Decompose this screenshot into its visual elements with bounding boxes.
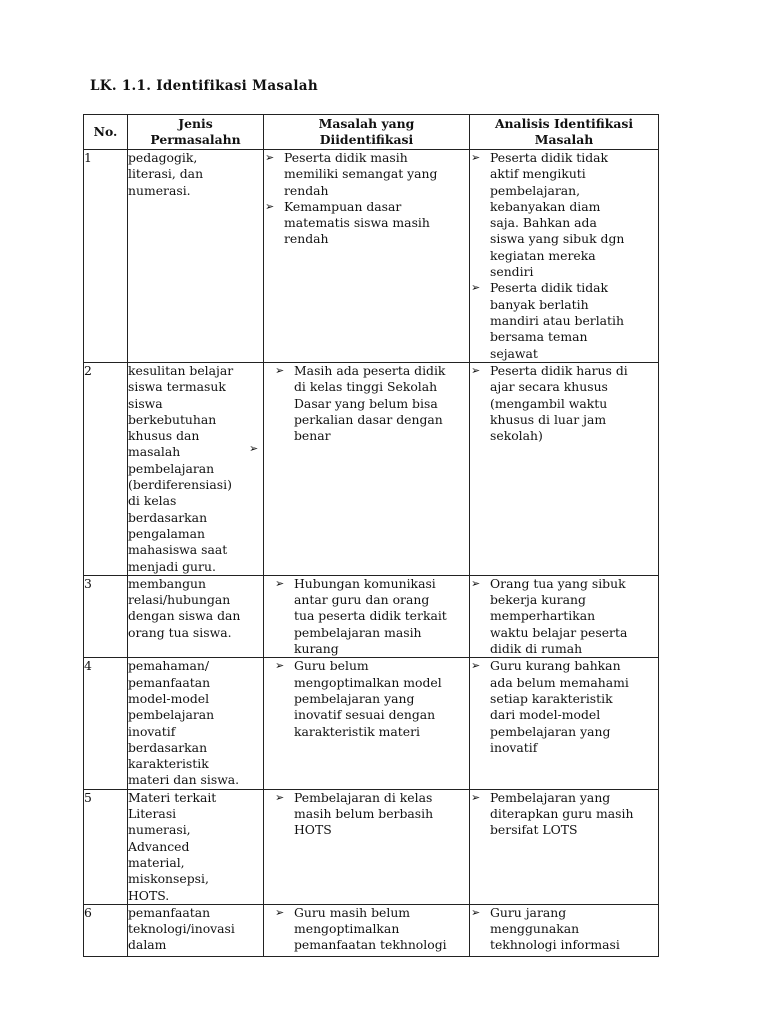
table-header-row — [84, 115, 659, 150]
analisis-line: mandiri atau berlatih — [490, 312, 624, 328]
analisis-cell — [470, 658, 659, 789]
analisis-line: diterapkan guru masih — [490, 806, 634, 822]
jenis-line: teknologi/inovasi — [128, 921, 235, 937]
masalah-cell — [264, 150, 470, 363]
masalah-line: karakteristik materi — [294, 723, 420, 739]
masalah-line: Dasar yang belum bisa — [294, 395, 438, 411]
analisis-item — [470, 658, 658, 756]
analisis-cell — [470, 904, 659, 956]
bullet-arrow-icon: ➢ — [471, 659, 481, 673]
masalah-line: masih belum berbasih — [294, 806, 434, 822]
analisis-line: bersifat LOTS — [490, 822, 578, 838]
jenis-line: pemanfaatan — [128, 904, 211, 920]
masalah-line: antar guru dan orang — [294, 592, 430, 608]
masalah-line: tua peserta didik terkait — [294, 608, 447, 624]
masalah-line: benar — [294, 428, 331, 444]
analisis-list — [470, 790, 658, 839]
identification-table — [83, 114, 659, 957]
analisis-line: didik di rumah — [490, 641, 583, 657]
analisis-line: siswa yang sibuk dgn — [490, 231, 625, 247]
jenis-cell — [128, 789, 264, 904]
analisis-line: tekhnologi informasi — [490, 937, 620, 953]
jenis-line: material, — [128, 854, 185, 870]
analisis-line: Guru jarang — [490, 904, 567, 920]
analisis-line: aktif mengikuti — [490, 166, 586, 182]
header-no: No. — [84, 115, 128, 150]
analisis-line: sejawat — [490, 345, 538, 361]
row-number: 1 — [84, 150, 128, 363]
analisis-line: Peserta didik harus di — [490, 363, 628, 378]
analisis-item — [470, 363, 658, 444]
masalah-line: Pembelajaran di kelas — [294, 789, 433, 805]
row-number: 6 — [84, 904, 128, 956]
masalah-line: Peserta didik masih — [284, 150, 408, 165]
jenis-line: khusus dan — [128, 428, 200, 444]
analisis-line: bersama teman — [490, 329, 588, 345]
jenis-line: masalah — [128, 444, 181, 460]
analisis-line: setiap karakteristik — [490, 690, 613, 706]
analisis-line: kebanyakan diam — [490, 198, 601, 214]
bullet-arrow-icon: ➢ — [275, 364, 285, 377]
analisis-line: sendiri — [490, 264, 534, 280]
analisis-line: pembelajaran, — [490, 182, 581, 198]
table-row — [84, 904, 659, 956]
masalah-line: rendah — [284, 231, 329, 247]
jenis-line: inovatif — [128, 723, 176, 739]
analisis-line: saja. Bahkan ada — [490, 215, 597, 231]
masalah-line: Hubungan komunikasi — [294, 575, 436, 591]
header-jenis-line1: Jenis — [178, 116, 213, 131]
masalah-list — [274, 576, 469, 657]
jenis-line: relasi/hubungan — [128, 592, 231, 608]
masalah-line: inovatif sesuai dengan — [294, 707, 436, 723]
analisis-cell — [470, 789, 659, 904]
jenis-line: pembelajaran — [128, 460, 215, 476]
masalah-cell — [264, 904, 470, 956]
jenis-line: (berdiferensiasi) — [128, 477, 232, 493]
masalah-item — [274, 658, 469, 739]
analisis-list — [470, 905, 658, 954]
bullet-arrow-icon: ➢ — [275, 659, 285, 673]
header-analisis-line2: Masalah — [534, 132, 594, 147]
analisis-line: sekolah) — [490, 428, 543, 444]
analisis-line: (mengambil waktu — [490, 395, 608, 411]
bullet-arrow-icon: ➢ — [275, 576, 285, 590]
analisis-line: Guru kurang bahkan — [490, 658, 621, 674]
row-number: 2 — [84, 363, 128, 576]
analisis-line: waktu belajar peserta — [490, 624, 628, 640]
jenis-line: pemahaman/ — [128, 658, 210, 674]
masalah-line: kurang — [294, 641, 339, 657]
jenis-line: numerasi, — [128, 822, 191, 838]
jenis-line: siswa termasuk — [128, 379, 226, 395]
masalah-line: HOTS — [294, 822, 332, 838]
jenis-line: di kelas — [128, 493, 177, 509]
masalah-line: di kelas tinggi Sekolah — [294, 379, 438, 395]
jenis-cell — [128, 363, 264, 576]
jenis-cell — [128, 658, 264, 789]
analisis-line: Pembelajaran yang — [490, 789, 611, 805]
masalah-line: matematis siswa masih — [284, 215, 430, 231]
analisis-list — [470, 150, 658, 362]
bullet-arrow-icon: ➢ — [471, 281, 481, 295]
jenis-line: dalam — [128, 937, 167, 953]
bullet-arrow-icon: ➢ — [265, 199, 275, 213]
masalah-list — [274, 905, 469, 954]
jenis-line: materi dan siswa. — [128, 772, 240, 788]
table-row — [84, 789, 659, 904]
analisis-line: pembelajaran yang — [490, 723, 611, 739]
analisis-line: Peserta didik tidak — [490, 150, 609, 165]
bullet-arrow-icon: ➢ — [471, 790, 481, 804]
jenis-line: orang tua siswa. — [128, 624, 232, 640]
header-jenis — [128, 115, 264, 150]
analisis-cell — [470, 150, 659, 363]
jenis-line: dengan siswa dan — [128, 608, 241, 624]
jenis-line: Literasi — [128, 806, 177, 822]
analisis-line: khusus di luar jam — [490, 411, 607, 427]
jenis-line: Materi terkait — [128, 789, 217, 805]
header-analisis — [470, 115, 659, 150]
bullet-arrow-icon: ➢ — [275, 905, 285, 919]
masalah-cell — [264, 363, 470, 576]
row-number: 3 — [84, 575, 128, 657]
masalah-line: pembelajaran masih — [294, 624, 422, 640]
analisis-cell — [470, 363, 659, 576]
jenis-line: menjadi guru. — [128, 558, 216, 574]
masalah-cell — [264, 575, 470, 657]
masalah-line: mengoptimalkan — [294, 921, 400, 937]
analisis-line: ajar secara khusus — [490, 379, 608, 395]
masalah-line: perkalian dasar dengan — [294, 411, 443, 427]
analisis-line: menggunakan — [490, 921, 580, 937]
masalah-list — [274, 658, 469, 739]
jenis-line: model-model — [128, 690, 210, 706]
bullet-arrow-icon: ➢ — [275, 790, 285, 804]
analisis-line: Orang tua yang sibuk — [490, 575, 626, 591]
jenis-line: literasi, dan — [128, 166, 204, 182]
header-jenis-line2: Permasalahn — [150, 132, 241, 147]
analisis-line: bekerja kurang — [490, 592, 586, 608]
jenis-line: membangun — [128, 575, 207, 591]
bullet-arrow-icon: ➢ — [265, 151, 275, 164]
table-row — [84, 363, 659, 576]
table-row — [84, 575, 659, 657]
jenis-line: pembelajaran — [128, 707, 215, 723]
page-title: LK. 1.1. Identifikasi Masalah — [90, 78, 318, 94]
analisis-item — [470, 790, 658, 839]
table-row — [84, 658, 659, 789]
stray-bullet-arrow-icon: ➢ — [249, 442, 259, 455]
masalah-line: Masih ada peserta didik — [294, 363, 446, 378]
jenis-line: pemanfaatan — [128, 674, 211, 690]
masalah-line: mengoptimalkan model — [294, 674, 442, 690]
jenis-line: berdasarkan — [128, 509, 208, 525]
analisis-list — [470, 363, 658, 444]
row-number: 5 — [84, 789, 128, 904]
masalah-list — [264, 150, 469, 248]
masalah-item — [274, 576, 469, 657]
analisis-item — [470, 280, 658, 361]
analisis-item — [470, 905, 658, 954]
masalah-line: Guru belum — [294, 658, 369, 674]
masalah-line: rendah — [284, 182, 329, 198]
jenis-line: karakteristik — [128, 756, 209, 772]
analisis-list — [470, 658, 658, 756]
masalah-list — [274, 790, 469, 839]
analisis-list — [470, 576, 658, 657]
analisis-cell — [470, 575, 659, 657]
analisis-line: dari model-model — [490, 707, 601, 723]
table-row — [84, 150, 659, 363]
bullet-arrow-icon: ➢ — [471, 364, 481, 377]
masalah-item — [264, 199, 469, 248]
header-masalah-line2: Diidentifikasi — [319, 132, 414, 147]
jenis-line: pengalaman — [128, 525, 206, 541]
masalah-list — [274, 363, 469, 444]
jenis-line: numerasi. — [128, 182, 191, 198]
masalah-line: pemanfaatan tekhnologi — [294, 937, 447, 953]
analisis-line: inovatif — [490, 739, 538, 755]
bullet-arrow-icon: ➢ — [471, 905, 481, 919]
masalah-cell — [264, 789, 470, 904]
masalah-line: memiliki semangat yang — [284, 166, 438, 182]
analisis-line: memperhartikan — [490, 608, 596, 624]
analisis-item — [470, 576, 658, 657]
analisis-line: ada belum memahami — [490, 674, 629, 690]
masalah-item — [274, 363, 469, 444]
bullet-arrow-icon: ➢ — [471, 151, 481, 164]
jenis-line: mahasiswa saat — [128, 542, 228, 558]
jenis-line: siswa — [128, 395, 163, 411]
jenis-cell — [128, 904, 264, 956]
masalah-item — [264, 150, 469, 199]
header-masalah — [264, 115, 470, 150]
analisis-line: kegiatan mereka — [490, 247, 596, 263]
header-analisis-line1: Analisis Identifikasi — [494, 116, 634, 131]
masalah-item — [274, 790, 469, 839]
header-masalah-line1: Masalah yang — [318, 116, 415, 131]
masalah-item — [274, 905, 469, 954]
jenis-line: miskonsepsi, — [128, 871, 209, 887]
row-number: 4 — [84, 658, 128, 789]
jenis-cell — [128, 575, 264, 657]
bullet-arrow-icon: ➢ — [471, 576, 481, 590]
masalah-line: pembelajaran yang — [294, 690, 415, 706]
jenis-line: berkebutuhan — [128, 411, 217, 427]
analisis-line: banyak berlatih — [490, 296, 589, 312]
jenis-cell — [128, 150, 264, 363]
masalah-line: Guru masih belum — [294, 904, 411, 920]
analisis-line: Peserta didik tidak — [490, 280, 609, 296]
analisis-item — [470, 150, 658, 280]
jenis-line: kesulitan belajar — [128, 363, 234, 378]
jenis-line: Advanced — [128, 838, 190, 854]
jenis-line: berdasarkan — [128, 739, 208, 755]
masalah-line: Kemampuan dasar — [284, 198, 402, 214]
jenis-line: pedagogik, — [128, 150, 198, 165]
masalah-cell — [264, 658, 470, 789]
jenis-line: HOTS. — [128, 887, 170, 903]
